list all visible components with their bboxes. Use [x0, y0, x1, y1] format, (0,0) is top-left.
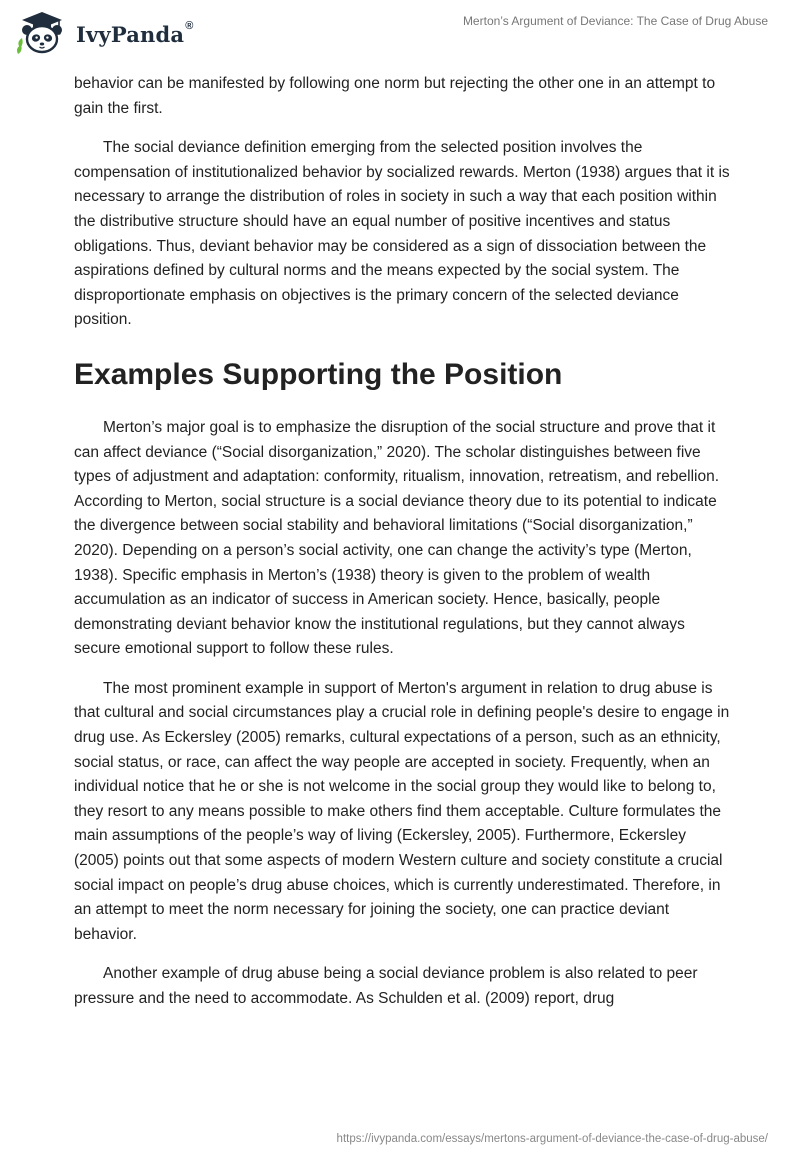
paragraph-drug-abuse-example: The most prominent example in support of Merton's argument in relation to drug abuse is that cultural and social circumstances play a crucial role in defining people's desire to engage in drug use. As Eckersley (2005) remarks, cultural expectations of a person, such as an ethnicity, social status, or race, can affect the way people are accepted in society. Frequently, when an individual notice that he or she is not welcome in the social group they would like to belong to, they resort to any means possible to make others find them acceptable. Culture formulates the main assumptions of the people’s way of living (Eckersley, 2005). Furthermore, Eckersley (2005) points out that some aspects of modern Western culture and society constitute a crucial social impact on people’s drug abuse choices, which is currently underestimated. Therefore, in an attempt to meet the norm necessary for joining the society, one can practice deviant behavior.	[74, 679, 730, 943]
panda-graduate-icon	[14, 8, 70, 58]
logo-wordmark: IvyPanda®	[76, 19, 194, 47]
paragraph-deviance-definition: The social deviance definition emerging from the selected position involves the compensation of institutionalized behavior by socialized rewards. Merton (1938) argues that it is necessary to arrange the distribution of roles in society in such a way that each position within the distributive structure should have an equal number of positive incentives and status obligations. Thus, deviant behavior may be considered as a sign of dissociation between the aspirations defined by cultural norms and the means expected by the social system. The disproportionate emphasis on objectives is the primary concern of the selected deviance position.	[74, 139, 730, 329]
paragraph-peer-pressure: Another example of drug abuse being a social deviance problem is also related to peer pressure and the need to accommodate. As Schulden et al. (2009) report, drug	[74, 965, 698, 1007]
section-heading: Examples Supporting the Position	[74, 357, 563, 391]
source-url[interactable]: https://ivypanda.com/essays/mertons-argument-of-deviance-the-case-of-drug-abuse/	[336, 1133, 768, 1145]
registered-mark: ®	[185, 19, 194, 32]
page-header	[0, 0, 800, 62]
essay-body	[74, 72, 730, 1027]
ivypanda-logo[interactable]	[14, 8, 194, 58]
paragraph-continued: behavior can be manifested by following one norm but rejecting the other one in an attempt to gain the first.	[74, 75, 716, 117]
paragraph-merton-goal: Merton’s major goal is to emphasize the disruption of the social structure and prove that it can affect deviance (“Social disorganization,” 2020). The scholar distinguishes between five types of adjustment and adaptation: conformity, ritualism, innovation, retreatism, and rebellion. According to Merton, social structure is a social deviance theory due to its potential to indicate the divergence between social stability and behavioral limitations (“Social disorganization,” 2020). Depending on a person’s social activity, one can change the activity’s type (Merton, 1938). Specific emphasis in Merton’s (1938) theory is given to the problem of wealth accumulation as an indicator of success in American society. Hence, basically, people demonstrating deviant behavior know the institutional regulations, but they cannot always secure emotional support to follow these rules.	[74, 418, 720, 658]
document-title: Merton’s Argument of Deviance: The Case of Drug Abuse	[462, 14, 768, 28]
